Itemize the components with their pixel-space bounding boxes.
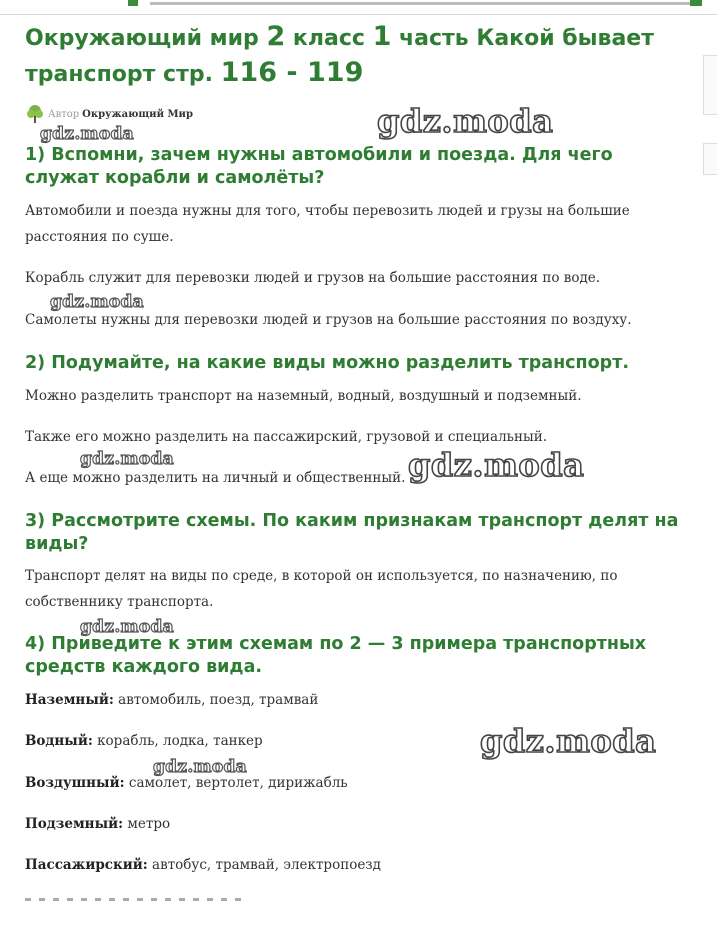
answer-paragraph: Транспорт делят на виды по среде, в которой он используется, по назначению, по собственнику транспорта. [25,568,618,610]
top-strip-mark [128,0,138,6]
sidebar-edge-widget[interactable] [703,55,717,115]
watermark: gdz.moda [480,722,657,760]
watermark: gdz.moda [377,102,554,140]
watermark: gdz.moda [40,124,134,144]
watermark: gdz.moda [50,292,144,312]
answer-paragraph: Автомобили и поезда нужны для того, чтобы перевозить людей и грузы на большие расстояния по суше. [25,203,630,245]
question-heading-2: 2) Подумайте, на какие виды можно разделить транспорт. [25,353,629,373]
answer-item: Пассажирский: автобус, трамвай, электропоезд [25,857,381,873]
answer-item: Водный: корабль, лодка, танкер [25,733,263,749]
answer-paragraph: Также его можно разделить на пассажирский, грузовой и специальный. [25,429,548,445]
top-strip-mark [690,0,702,6]
question-heading-1: 1) Вспомни, зачем нужны автомобили и поезда. Для чего служат корабли и самолёты? [25,145,613,188]
author-label: Автор [48,108,80,120]
question-heading-4: 4) Приведите к этим схемам по 2 — 3 примера транспортных средств каждого вида. [25,634,647,677]
sidebar-edge-widget[interactable] [703,143,717,175]
answer-paragraph: Корабль служит для перевозки людей и грузов на большие расстояния по воде. [25,270,601,286]
watermark: gdz.moda [408,446,585,484]
top-divider [0,14,717,15]
watermark: gdz.moda [153,757,247,777]
browser-top-strip [0,0,717,16]
answer-paragraph: А еще можно разделить на личный и общественный. [25,470,406,486]
tree-icon [25,104,45,124]
cut-off-line [25,898,245,901]
question-heading-3: 3) Рассмотрите схемы. По каким признакам транспорт делят на виды? [25,511,679,554]
answer-paragraph: Можно разделить транспорт на наземный, водный, воздушный и подземный. [25,388,582,404]
page-title: Окружающий мир 2 класс 1 часть Какой бывает транспорт стр. 116 - 119 [25,21,654,88]
answer-item: Наземный: автомобиль, поезд, трамвай [25,692,319,708]
answer-item: Воздушный: самолет, вертолет, дирижабль [25,775,348,791]
top-strip-text-cut [150,2,690,5]
answer-paragraph: Самолеты нужны для перевозки людей и грузов на большие расстояния по воздуху. [25,312,632,328]
answer-item: Подземный: метро [25,816,171,832]
watermark: gdz.moda [80,449,174,469]
author-line [25,104,193,124]
author-name[interactable]: Окружающий Мир [82,108,193,120]
watermark: gdz.moda [80,617,174,637]
